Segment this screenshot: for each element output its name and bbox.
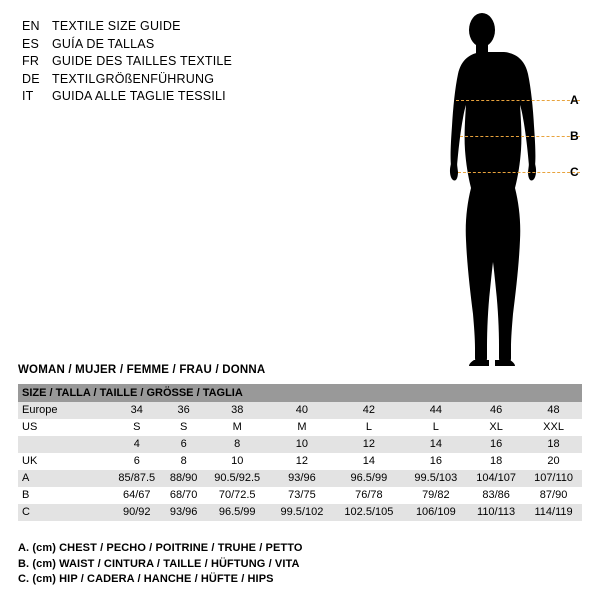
language-code: ES	[22, 36, 40, 51]
language-code: EN	[22, 19, 40, 33]
language-text: TEXTILE SIZE GUIDE	[52, 19, 181, 33]
cell: 36	[164, 402, 204, 419]
cell: 6	[164, 436, 204, 453]
measure-label-a: A	[570, 93, 579, 107]
section-title: WOMAN / MUJER / FEMME / FRAU / DONNA	[18, 364, 266, 376]
table-row	[18, 436, 582, 453]
table-header-row	[18, 384, 582, 402]
cell: 14	[333, 453, 404, 470]
cell: 88/90	[164, 470, 204, 487]
cell: 42	[333, 402, 404, 419]
row-label: B	[18, 487, 110, 504]
cell: 93/96	[164, 504, 204, 521]
table-row	[18, 487, 582, 504]
cell: 10	[271, 436, 334, 453]
cell: 38	[204, 402, 271, 419]
cell: 44	[405, 402, 468, 419]
cell: S	[110, 419, 164, 436]
cell: 83/86	[467, 487, 525, 504]
cell: 12	[333, 436, 404, 453]
table-header-label: SIZE / TALLA / TAILLE / GRÖSSE / TAGLIA	[18, 384, 582, 402]
legend-row-c: C. (cm) HIP / CADERA / HANCHE / HÜFTE / HIPS	[18, 573, 274, 585]
measure-line-b	[460, 136, 580, 137]
language-row	[22, 71, 422, 89]
table-row	[18, 453, 582, 470]
cell: XL	[467, 419, 525, 436]
cell: 90.5/92.5	[204, 470, 271, 487]
measurement-legend	[18, 541, 578, 588]
cell: M	[271, 419, 334, 436]
language-text: TEXTILGRÖßENFÜHRUNG	[52, 71, 215, 86]
cell: 8	[164, 453, 204, 470]
language-code: FR	[22, 54, 40, 68]
cell: 68/70	[164, 487, 204, 504]
cell: L	[405, 419, 468, 436]
row-label: C	[18, 504, 110, 521]
table-row	[18, 504, 582, 521]
legend-row-a: A. (cm) CHEST / PECHO / POITRINE / TRUHE / PETTO	[18, 542, 303, 554]
cell: S	[164, 419, 204, 436]
cell: 104/107	[467, 470, 525, 487]
cell: 99.5/103	[405, 470, 468, 487]
language-row	[22, 88, 422, 106]
cell: 46	[467, 402, 525, 419]
cell: 16	[467, 436, 525, 453]
cell: 107/110	[525, 470, 582, 487]
language-text: GUIDE DES TAILLES TEXTILE	[52, 54, 233, 68]
language-text: GUIDA ALLE TAGLIE TESSILI	[52, 89, 226, 103]
cell: 12	[271, 453, 334, 470]
cell: 102.5/105	[333, 504, 404, 521]
cell: 87/90	[525, 487, 582, 504]
legend-row-b: B. (cm) WAIST / CINTURA / TAILLE / HÜFTUNG / VITA	[18, 557, 300, 570]
cell: 18	[467, 453, 525, 470]
cell: 40	[271, 402, 334, 419]
language-row	[22, 18, 422, 36]
row-label: A	[18, 470, 110, 487]
row-label: US	[18, 419, 110, 436]
cell: XXL	[525, 419, 582, 436]
cell: 18	[525, 436, 582, 453]
cell: 20	[525, 453, 582, 470]
language-code: DE	[22, 71, 40, 86]
body-figure	[430, 8, 590, 368]
cell: 110/113	[467, 504, 525, 521]
cell: 96.5/99	[204, 504, 271, 521]
table-row	[18, 470, 582, 487]
table-row	[18, 402, 582, 419]
cell: 114/119	[525, 504, 582, 521]
cell: 73/75	[271, 487, 334, 504]
cell: 93/96	[271, 470, 334, 487]
cell: 76/78	[333, 487, 404, 504]
language-row	[22, 36, 422, 54]
cell: L	[333, 419, 404, 436]
cell: 106/109	[405, 504, 468, 521]
row-label: Europe	[18, 402, 110, 419]
measure-line-a	[456, 100, 580, 101]
cell: 96.5/99	[333, 470, 404, 487]
cell: 70/72.5	[204, 487, 271, 504]
cell: 34	[110, 402, 164, 419]
size-table	[18, 384, 582, 521]
cell: M	[204, 419, 271, 436]
cell: 10	[204, 453, 271, 470]
cell: 64/67	[110, 487, 164, 504]
cell: 79/82	[405, 487, 468, 504]
language-text: GUÍA DE TALLAS	[52, 36, 155, 51]
language-code: IT	[22, 89, 34, 103]
cell: 90/92	[110, 504, 164, 521]
cell: 6	[110, 453, 164, 470]
cell: 8	[204, 436, 271, 453]
female-silhouette-icon	[430, 8, 590, 368]
cell: 99.5/102	[271, 504, 334, 521]
language-row	[22, 53, 422, 71]
cell: 16	[405, 453, 468, 470]
cell: 48	[525, 402, 582, 419]
table-row	[18, 419, 582, 436]
measure-label-c: C	[570, 165, 579, 179]
cell: 85/87.5	[110, 470, 164, 487]
language-header	[22, 18, 422, 106]
cell: 14	[405, 436, 468, 453]
cell: 4	[110, 436, 164, 453]
row-label: UK	[18, 453, 110, 470]
measure-line-c	[458, 172, 580, 173]
row-label	[18, 436, 110, 453]
measure-label-b: B	[570, 129, 579, 143]
